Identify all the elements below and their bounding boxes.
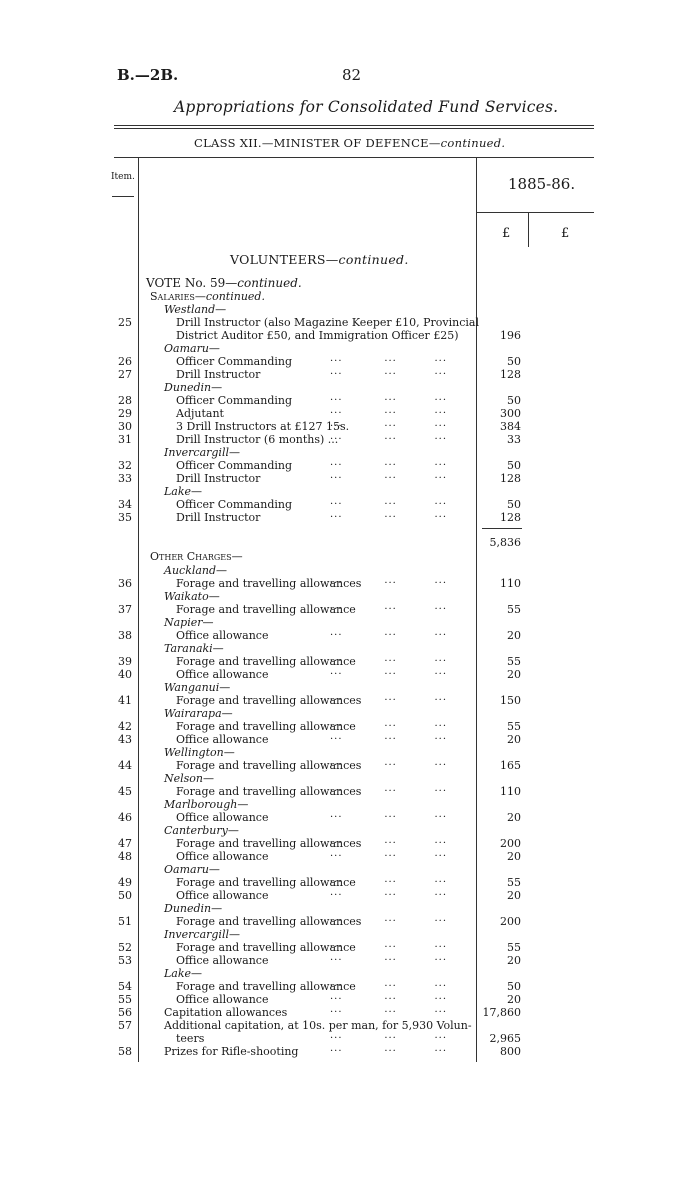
district-heading: Dunedin— (164, 902, 223, 915)
item-description: Officer Commanding (176, 355, 293, 368)
item-description: Office allowance (176, 668, 269, 681)
item-description: Forage and travelling allowances (176, 694, 362, 707)
district-heading: Invercargill— (164, 928, 240, 941)
leader-dots: ··· ··· ··· (330, 812, 448, 823)
district-heading: Taranaki— (164, 642, 224, 655)
leader-dots: ··· ··· ··· (330, 604, 448, 615)
leader-dots: ··· ··· ··· (330, 434, 448, 445)
item-number: 49 (118, 876, 132, 889)
district-heading: Napier— (164, 616, 214, 629)
leader-dots: ··· ··· ··· (330, 499, 448, 510)
item-number: 57 (118, 1019, 132, 1032)
item-number: 51 (118, 915, 132, 928)
leader-dots: ··· ··· ··· (330, 760, 448, 771)
district-heading: Nelson— (164, 772, 215, 785)
item-description: Forage and travelling allowance (176, 603, 356, 616)
item-description: Drill Instructor (176, 472, 261, 485)
item-column-header: Item. (111, 172, 135, 182)
item-number: 37 (118, 603, 132, 616)
rule-under-class (114, 157, 594, 158)
leader-dots: ··· ··· ··· (330, 981, 448, 992)
item-description: Forage and travelling allowances (176, 915, 362, 928)
item-description: Office allowance (176, 954, 269, 967)
district-heading: Oamaru— (164, 863, 220, 876)
item-description: Officer Commanding (176, 498, 293, 511)
district-heading: Wairarapa— (164, 707, 233, 720)
district-heading: Marlborough— (164, 798, 249, 811)
leader-dots: ··· ··· ··· (330, 734, 448, 745)
item-number: 50 (118, 889, 132, 902)
district-heading: Auckland— (164, 564, 228, 577)
salaries-heading (150, 290, 265, 303)
leader-dots: ··· ··· ··· (330, 942, 448, 953)
item-description: Drill Instructor (also Magazine Keeper £10, Provincial (176, 316, 479, 329)
item-number: 29 (118, 407, 132, 420)
amount: 17,860 (482, 1006, 521, 1019)
district-heading: Lake— (164, 967, 203, 980)
year-column-header: 1885-86. (508, 175, 576, 193)
leader-dots: ··· ··· ··· (330, 473, 448, 484)
amount: 110 (500, 577, 521, 590)
item-description: Office allowance (176, 850, 269, 863)
item-number: 41 (118, 694, 132, 707)
rule-total-column (528, 212, 529, 247)
district-heading: Waikato— (164, 590, 220, 603)
amount: 384 (500, 420, 521, 433)
amount: 20 (507, 668, 521, 681)
amount: 33 (507, 433, 521, 446)
leader-dots: ··· ··· ··· (330, 356, 448, 367)
item-description: Drill Instructor (176, 368, 261, 381)
leader-dots: ··· ··· ··· (330, 786, 448, 797)
pound-sign-1: £ (502, 226, 511, 241)
item-description: Capitation allowances (164, 1006, 288, 1019)
amount: 20 (507, 993, 521, 1006)
salaries-heading-main: Salaries— (150, 290, 206, 303)
amount: 50 (507, 498, 521, 511)
item-number: 33 (118, 472, 132, 485)
item-number: 26 (118, 355, 132, 368)
item-number: 35 (118, 511, 132, 524)
item-description: Office allowance (176, 733, 269, 746)
amount: 800 (500, 1045, 521, 1058)
item-description: Forage and travelling allowance (176, 720, 356, 733)
amount: 50 (507, 459, 521, 472)
rule-year-header (476, 212, 594, 213)
district-heading: Oamaru— (164, 342, 220, 355)
item-description: Office allowance (176, 993, 269, 1006)
salaries-heading-cont: continued. (205, 290, 265, 303)
leader-dots: ··· ··· ··· (330, 851, 448, 862)
item-description: Officer Commanding (176, 394, 293, 407)
item-description: Adjutant (176, 407, 224, 420)
item-description: Prizes for Rifle-shooting (164, 1045, 299, 1058)
amount: 20 (507, 850, 521, 863)
amount: 128 (500, 368, 521, 381)
rule-subtotal (482, 528, 522, 529)
leader-dots: ··· ··· ··· (330, 1046, 448, 1057)
amount: 20 (507, 629, 521, 642)
district-heading: Wanganui— (164, 681, 231, 694)
amount: 200 (500, 915, 521, 928)
leader-dots: ··· ··· ··· (330, 395, 448, 406)
amount: 20 (507, 889, 521, 902)
leader-dots: ··· ··· ··· (330, 369, 448, 380)
leader-dots: ··· ··· ··· (330, 877, 448, 888)
item-description: Officer Commanding (176, 459, 293, 472)
page-ref: B.—2B. (117, 66, 179, 84)
amount: 165 (500, 759, 521, 772)
leader-dots: ··· ··· ··· (330, 630, 448, 641)
item-number: 42 (118, 720, 132, 733)
item-description: Office allowance (176, 889, 269, 902)
item-description: Forage and travelling allowance (176, 876, 356, 889)
rule-amount-column (476, 157, 477, 1062)
item-number: 34 (118, 498, 132, 511)
district-heading: Invercargill— (164, 446, 240, 459)
amount: 110 (500, 785, 521, 798)
class-heading (194, 136, 505, 150)
item-number: 48 (118, 850, 132, 863)
rule-double-top-2 (114, 128, 594, 129)
leader-dots: ··· ··· ··· (330, 838, 448, 849)
item-description: Forage and travelling allowance (176, 980, 356, 993)
amount: 55 (507, 876, 521, 889)
item-number: 36 (118, 577, 132, 590)
amount: 20 (507, 811, 521, 824)
leader-dots: ··· ··· ··· (330, 721, 448, 732)
item-number: 28 (118, 394, 132, 407)
amount: 55 (507, 720, 521, 733)
item-description: 3 Drill Instructors at £127 15s. (176, 420, 350, 433)
amount: 20 (507, 954, 521, 967)
item-number: 47 (118, 837, 132, 850)
item-number: 55 (118, 993, 132, 1006)
class-heading-main: CLASS XII.—MINISTER OF DEFENCE— (194, 136, 441, 150)
section-heading-main: VOLUNTEERS— (230, 252, 339, 267)
page-number: 82 (342, 66, 362, 84)
leader-dots: ··· ··· ··· (330, 1033, 448, 1044)
item-number: 25 (118, 316, 132, 329)
item-number: 40 (118, 668, 132, 681)
item-number: 52 (118, 941, 132, 954)
amount: 55 (507, 603, 521, 616)
vote-heading (146, 277, 302, 290)
item-number: 30 (118, 420, 132, 433)
item-number: 44 (118, 759, 132, 772)
leader-dots: ··· ··· ··· (330, 695, 448, 706)
item-description: Drill Instructor (176, 511, 261, 524)
item-number: 45 (118, 785, 132, 798)
amount: 150 (500, 694, 521, 707)
item-description: Office allowance (176, 811, 269, 824)
rule-double-top-1 (114, 125, 594, 126)
leader-dots: ··· ··· ··· (330, 408, 448, 419)
item-description: Forage and travelling allowances (176, 577, 362, 590)
amount: 50 (507, 355, 521, 368)
item-number: 27 (118, 368, 132, 381)
amount: 196 (500, 329, 521, 342)
amount: 55 (507, 941, 521, 954)
item-description: Forage and travelling allowance (176, 941, 356, 954)
other-charges-heading: Other Charges— (150, 550, 243, 563)
vote-heading-main: VOTE No. 59— (146, 276, 238, 290)
item-number: 46 (118, 811, 132, 824)
item-number: 56 (118, 1006, 132, 1019)
item-number: 58 (118, 1045, 132, 1058)
section-heading (230, 252, 409, 267)
district-heading: Canterbury— (164, 824, 239, 837)
item-description: Forage and travelling allowances (176, 785, 362, 798)
pound-sign-2: £ (561, 226, 570, 241)
amount: 50 (507, 980, 521, 993)
amount: 20 (507, 733, 521, 746)
section-heading-cont: continued. (338, 252, 409, 267)
salaries-subtotal: 5,836 (489, 536, 521, 549)
rule-item-column (138, 157, 139, 1062)
amount: 128 (500, 472, 521, 485)
leader-dots: ··· ··· ··· (330, 578, 448, 589)
item-description: District Auditor £50, and Immigration Officer £25) (176, 329, 459, 342)
leader-dots: ··· ··· ··· (330, 669, 448, 680)
district-heading: Lake— (164, 485, 203, 498)
leader-dots: ··· ··· ··· (330, 890, 448, 901)
amount: 55 (507, 655, 521, 668)
amount: 200 (500, 837, 521, 850)
item-number: 54 (118, 980, 132, 993)
leader-dots: ··· ··· ··· (330, 916, 448, 927)
item-number: 38 (118, 629, 132, 642)
item-number: 31 (118, 433, 132, 446)
item-description: Forage and travelling allowances (176, 837, 362, 850)
item-description: Forage and travelling allowance (176, 655, 356, 668)
vote-heading-cont: continued. (237, 276, 302, 290)
district-heading: Dunedin— (164, 381, 223, 394)
leader-dots: ··· ··· ··· (330, 994, 448, 1005)
leader-dots: ··· ··· ··· (330, 460, 448, 471)
item-number: 43 (118, 733, 132, 746)
district-heading: Wellington— (164, 746, 235, 759)
item-description: teers (176, 1032, 205, 1045)
leader-dots: ··· ··· ··· (330, 512, 448, 523)
page-title: Appropriations for Consolidated Fund Services. (174, 98, 559, 116)
rule-item-header (112, 196, 134, 197)
class-heading-cont: continued. (440, 136, 506, 150)
item-description: Office allowance (176, 629, 269, 642)
leader-dots: ··· ··· ··· (330, 1007, 448, 1018)
leader-dots: ··· ··· ··· (330, 955, 448, 966)
item-description: Additional capitation, at 10s. per man, for 5,930 Volun- (164, 1019, 472, 1032)
item-number: 32 (118, 459, 132, 472)
amount: 50 (507, 394, 521, 407)
item-number: 39 (118, 655, 132, 668)
amount: 128 (500, 511, 521, 524)
leader-dots: ··· ··· ··· (330, 421, 448, 432)
item-number: 53 (118, 954, 132, 967)
district-heading: Westland— (164, 303, 227, 316)
leader-dots: ··· ··· ··· (330, 656, 448, 667)
amount: 2,965 (489, 1032, 521, 1045)
amount: 300 (500, 407, 521, 420)
item-description: Drill Instructor (6 months) ... (176, 433, 339, 446)
item-description: Forage and travelling allowances (176, 759, 362, 772)
